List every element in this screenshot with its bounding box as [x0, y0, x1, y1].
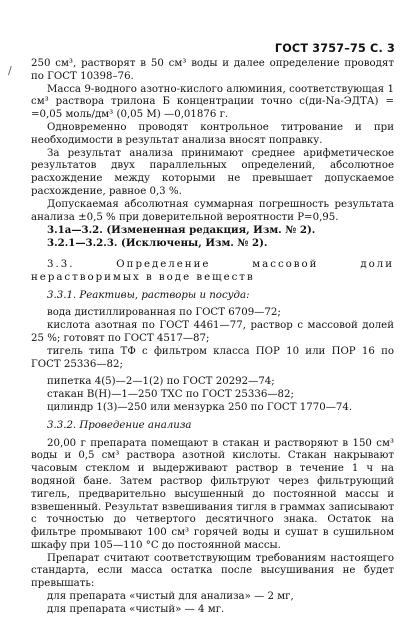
list-item: стакан В(Н)—1—250 ТХС по ГОСТ 25336—82; — [47, 389, 294, 401]
paragraph: Масса 9-водного азотно-кислого алюминия, соответствующая 1 см³ раствора трилона Б концентрации точно с(ди-Na-ЭДТА) = =0,05 моль/дм³ (0,05 М) —0,01876 г. — [31, 83, 394, 121]
paragraph: Допускаемая абсолютная суммарная погрешность результата анализа ±0,5 % при доверительной вероятности P=0,95. — [31, 198, 394, 223]
paragraph: 250 см³, растворят в 50 см³ воды и далее определение проводят по ГОСТ 10398–76. — [31, 58, 394, 82]
document-body — [31, 58, 394, 617]
margin-mark: / — [8, 64, 12, 77]
list-item: тигель типа ТФ с фильтром класса ПОР 10 или ПОР 16 по ГОСТ 25336—82; — [31, 345, 394, 370]
list-item: для препарата «чистый» — 4 мг. — [47, 603, 225, 615]
section-heading: 3.3. Определение массовой доли нерастворимых в воде веществ — [31, 258, 394, 283]
paragraph: Одновременно проводят контрольное титрование и при необходимости в результат анализа вносят поправку. — [31, 121, 394, 146]
list-item: цилиндр 1(3)—250 или мензурка 250 по ГОСТ 1770—74. — [47, 401, 353, 413]
list-item: пипетка 4(5)—2—1(2) по ГОСТ 20292—74; — [47, 376, 275, 388]
paragraph: 20,00 г препарата помещают в стакан и растворяют в 150 см³ воды и 0,5 см³ раствора азотной кислоты. Стакан накрывают часовым стеклом и выдерживают раствор в течение 1 ч на водяной бане. Затем раствор фильтруют через фильтрующий тигель, предварительно высушенный до постоянной массы и взвешенный. Результат взвешивания тигля в граммах записывают с точностью до четвертого десятичного знака. Остаток на фильтре промывают 100 см³ горячей воды и сушат в сушильном шкафу при 105—110 °С до постоянной массы. — [31, 437, 394, 551]
page-header: ГОСТ 3757–75 С. 3 — [274, 42, 395, 55]
list-item: для препарата «чистый для анализа» — 2 мг, — [47, 591, 294, 603]
amendment-note: 3.2.1—3.2.3. (Исключены, Изм. № 2). — [47, 237, 268, 250]
paragraph: За результат анализа принимают среднее арифметическое результатов двух параллельных определений, абсолютное расхождение между которыми не превышает допускаемое расхождение, равное 0,3 %. — [31, 147, 394, 197]
list-item: вода дистиллированная по ГОСТ 6709—72; — [47, 307, 281, 319]
subsection-heading: 3.3.1. Реактивы, растворы и посуда: — [47, 289, 250, 301]
list-item: кислота азотная по ГОСТ 4461—77, раствор с массовой долей 25 %; готовят по ГОСТ 4517—87; — [31, 320, 394, 344]
amendment-note: 3.1а—3.2. (Измененная редакция, Изм. № 2). — [47, 224, 316, 237]
paragraph: Препарат считают соответствующим требованиям настоящего стандарта, если масса остатка после высушивания не будет превышать: — [31, 552, 394, 590]
subsection-heading: 3.3.2. Проведение анализа — [47, 419, 192, 431]
